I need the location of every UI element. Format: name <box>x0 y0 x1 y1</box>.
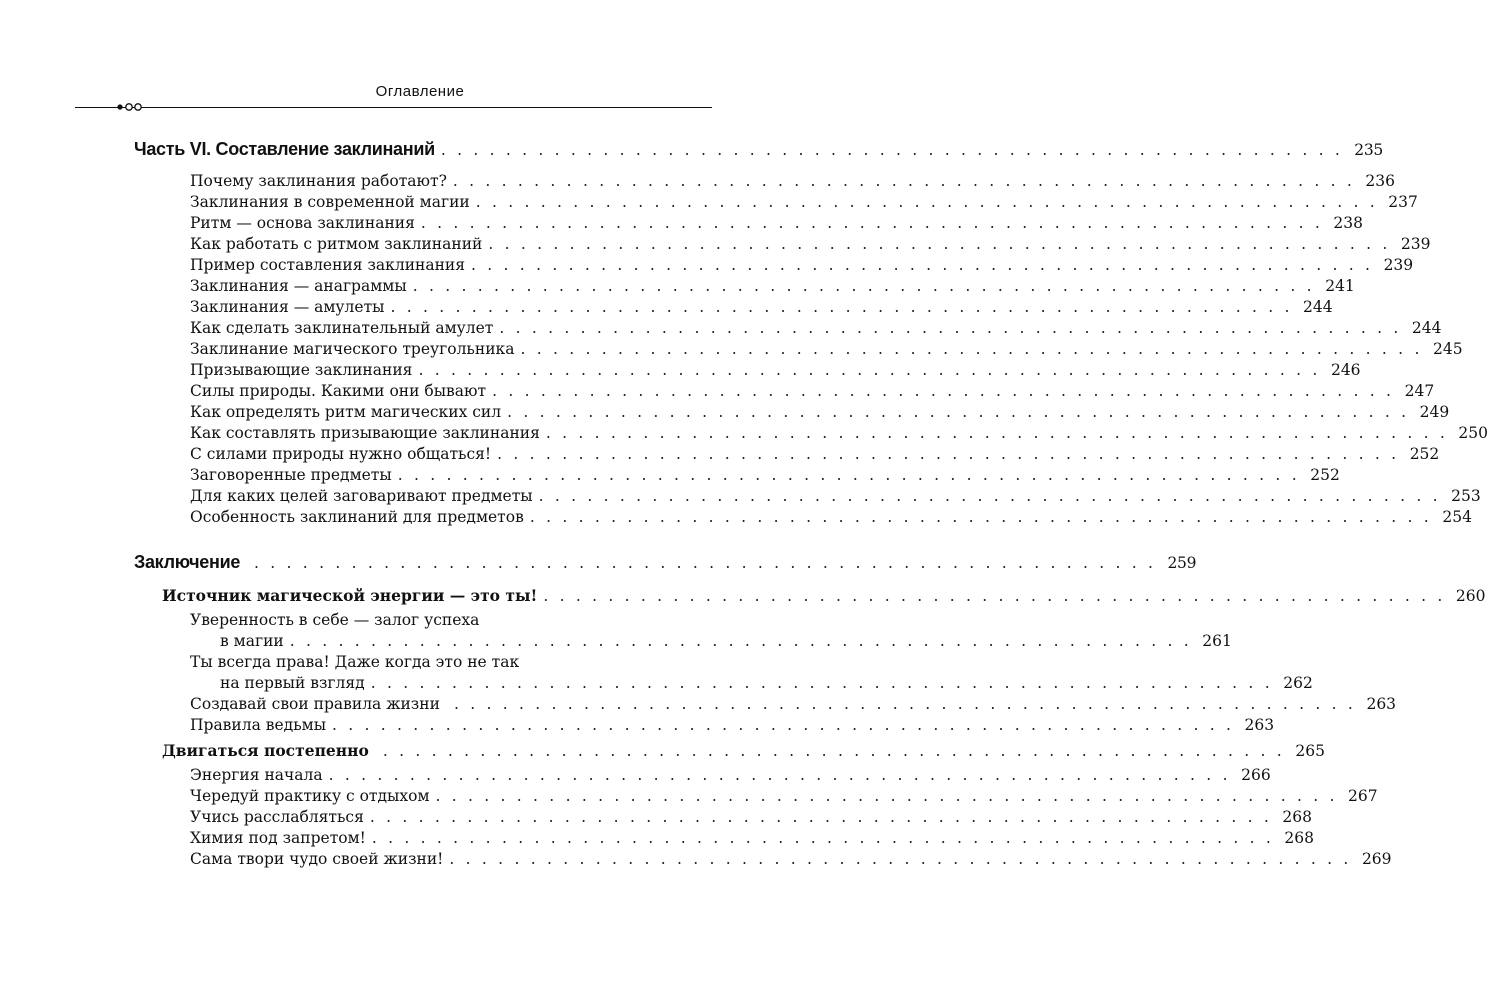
toc-item[interactable] <box>134 192 1418 213</box>
toc-item[interactable] <box>134 213 1363 234</box>
dot-leader: . . . . . . . . . . . . . . . . . . . . . . . . . . . . . . . . . . . . . . . . . . . . . . . . . . . . . . . . <box>369 808 1272 826</box>
toc-entry-title: Заклинание магического треугольника <box>190 340 515 358</box>
toc-entry-title: С силами природы нужно общаться! <box>190 445 492 463</box>
toc-item[interactable] <box>134 339 1463 360</box>
toc-chapter-move-gradually[interactable] <box>134 740 1325 761</box>
dot-leader: . . . . . . . . . . . . . . . . . . . . . . . . . . . . . . . . . . . . . . . . . . . . . . . . . . . . . . . . <box>397 466 1300 484</box>
toc-page-number: 235 <box>1354 141 1383 159</box>
toc-page-number: 247 <box>1404 382 1435 400</box>
toc-item[interactable] <box>134 849 1392 870</box>
toc-page-number: 252 <box>1409 445 1440 463</box>
toc-item-confidence[interactable] <box>134 631 1232 652</box>
toc-page-number: 249 <box>1419 403 1450 421</box>
toc-entry-title: Почему заклинания работают? <box>190 172 447 190</box>
part-6-entries <box>134 171 1488 528</box>
toc-item[interactable] <box>134 402 1450 423</box>
dot-leader: . . . . . . . . . . . . . . . . . . . . . . . . . . . . . . . . . . . . . . . . . . . . . . . . . . . . . . . . <box>452 172 1356 190</box>
toc-item[interactable] <box>134 828 1315 849</box>
header-rule <box>75 107 712 108</box>
dot-leader: . . . . . . . . . . . . . . . . . . . . . . . . . . . . . . . . . . . . . . . . . . . . . . . . . . . . . . . . <box>420 214 1323 232</box>
toc-entry-title: Правила ведьмы <box>190 716 327 734</box>
toc-entry-title: Двигаться постепенно <box>162 741 369 760</box>
dot-leader: . . . . . . . . . . . . . . . . . . . . . . . . . . . . . . . . . . . . . . . . . . . . . . . . . . . . . . . . <box>507 403 1410 421</box>
dot-leader: . . . . . . . . . . . . . . . . . . . . . . . . . . . . . . . . . . . . . . . . . . . . . . . . . . . . . . . . <box>488 235 1391 253</box>
toc-entry-title: Часть VI. Составление заклинаний <box>134 139 435 159</box>
toc-page-number: 260 <box>1455 587 1486 605</box>
dot-leader: . . . . . . . . . . . . . . . . . . . . . . . . . . . . . . . . . . . . . . . . . . . . . . . . . . . . . . . . <box>471 256 1374 274</box>
toc-page-number: 250 <box>1458 424 1488 442</box>
dot-leader: . . . . . . . . . . . . . . . . . . . . . . . . . . . . . . . . . . . . . . . . . . . . . . . . . . . . . . . . <box>435 787 1338 805</box>
dot-leader: . . . . . . . . . . . . . . . . . . . . . . . . . . . . . . . . . . . . . . . . . . . . . . . . . . . . . . . . <box>545 424 1449 442</box>
toc-entry-title: Пример составления заклинания <box>190 256 466 274</box>
toc-entry-title: Как составлять призывающие заклинания <box>190 424 540 442</box>
toc-item[interactable] <box>134 234 1431 255</box>
toc-entry-title: Чередуй практику с отдыхом <box>190 787 430 805</box>
toc-entry-title: Заклинания — амулеты <box>190 298 385 316</box>
toc-page-number: 252 <box>1310 466 1340 484</box>
toc-page-number: 259 <box>1167 554 1197 572</box>
toc-entry-title: Как определять ритм магических сил <box>190 403 502 421</box>
dot-leader: . . . . . . . . . . . . . . . . . . . . . . . . . . . . . . . . . . . . . . . . . . . . . . . . . . . . . . . . <box>289 632 1192 650</box>
dot-leader: . . . . . . . . . . . . . . . . . . . . . . . . . . . . . . . . . . . . . . . . . . . . . . . . . . . . . . . . <box>538 487 1441 505</box>
toc-entry-title: Для каких целей заговаривают предметы <box>190 487 533 505</box>
toc-page-number: 253 <box>1451 487 1481 505</box>
toc-page-number: 263 <box>1244 716 1275 734</box>
toc-chapter-energy-source[interactable] <box>134 585 1486 606</box>
toc-item[interactable] <box>134 297 1333 318</box>
toc-entry-title: Заговоренные предметы <box>190 466 392 484</box>
toc-page-number: 261 <box>1202 632 1232 650</box>
toc-item-confidence-line1[interactable]: Уверенность в себе — залог успеха <box>190 611 480 629</box>
toc-page-number: 245 <box>1432 340 1463 358</box>
toc-page-number: 263 <box>1366 695 1397 713</box>
dot-leader: . . . . . . . . . . . . . . . . . . . . . . . . . . . . . . . . . . . . . . . . . . . . . . . . . . . . . . . . <box>412 277 1315 295</box>
dot-leader: . . . . . . . . . . . . . . . . . . . . . . . . . . . . . . . . . . . . . . . . . . . . . . . . . . . . . . . . <box>497 445 1400 463</box>
dot-leader: . . . . . . . . . . . . . . . . . . . . . . . . . . . . . . . . . . . . . . . . . . . . . . . . . . . . . . . . <box>449 850 1352 868</box>
toc-item-always-right[interactable] <box>134 673 1313 694</box>
toc-item-always-right-line1[interactable]: Ты всегда права! Даже когда это не так <box>190 653 520 671</box>
toc-item[interactable] <box>134 171 1396 192</box>
toc-page-number: 268 <box>1282 808 1312 826</box>
toc-part-6[interactable] <box>134 136 1383 162</box>
toc-entry-title: Сама твори чудо своей жизни! <box>190 850 444 868</box>
rule-ornament-icon <box>116 101 152 113</box>
toc-entry-title: Ритм — основа заклинания <box>190 214 415 232</box>
toc-entry-title: Силы природы. Какими они бывают <box>190 382 487 400</box>
dot-leader: . . . . . . . . . . . . . . . . . . . . . . . . . . . . . . . . . . . . . . . . . . . . . . . . . . . . . . . . <box>254 554 1157 572</box>
toc-entry-title: Химия под запретом! <box>190 829 366 847</box>
toc-entry-title: Как сделать заклинательный амулет <box>190 319 494 337</box>
dot-leader: . . . . . . . . . . . . . . . . . . . . . . . . . . . . . . . . . . . . . . . . . . . . . . . . . . . . . . . . <box>382 742 1285 760</box>
toc-entry-title: Как работать с ритмом заклинаний <box>190 235 483 253</box>
dot-leader: . . . . . . . . . . . . . . . . . . . . . . . . . . . . . . . . . . . . . . . . . . . . . . . . . . . . . . . . <box>332 716 1235 734</box>
toc-page-number: 244 <box>1303 298 1333 316</box>
dot-leader: . . . . . . . . . . . . . . . . . . . . . . . . . . . . . . . . . . . . . . . . . . . . . . . . . . . . . . . . <box>492 382 1395 400</box>
toc-page-number: 267 <box>1348 787 1378 805</box>
running-head-title: Оглавление <box>375 83 465 100</box>
toc-item-witch-rules[interactable] <box>134 715 1275 736</box>
toc-conclusion[interactable] <box>134 549 1197 575</box>
toc-item[interactable] <box>134 486 1481 507</box>
toc-entry-title: Особенность заклинаний для предметов <box>190 508 524 526</box>
toc-entry-title: Заклинания в современной магии <box>190 193 470 211</box>
toc-page-number: 241 <box>1325 277 1355 295</box>
toc-item[interactable] <box>134 507 1472 528</box>
toc-item[interactable] <box>134 423 1488 444</box>
toc-page-number: 244 <box>1411 319 1442 337</box>
dot-leader: . . . . . . . . . . . . . . . . . . . . . . . . . . . . . . . . . . . . . . . . . . . . . . . . . . . . . . . . <box>370 674 1273 692</box>
toc-page-number: 262 <box>1283 674 1313 692</box>
toc-entry-title: Источник магической энергии — это ты! <box>162 586 538 605</box>
toc-item[interactable] <box>134 786 1378 807</box>
toc-page-number: 268 <box>1284 829 1315 847</box>
toc-page-number: 265 <box>1295 742 1325 760</box>
toc-item[interactable] <box>134 381 1435 402</box>
toc-item[interactable] <box>134 444 1440 465</box>
toc-page-number: 238 <box>1333 214 1363 232</box>
chapter-2-entries <box>134 765 1392 870</box>
toc-entry-title: на первый взгляд <box>220 674 365 692</box>
toc-item[interactable] <box>134 255 1414 276</box>
dot-leader: . . . . . . . . . . . . . . . . . . . . . . . . . . . . . . . . . . . . . . . . . . . . . . . . . . . . . . . . <box>529 508 1432 526</box>
toc-item[interactable] <box>134 807 1312 828</box>
toc-page-number: 239 <box>1400 235 1431 253</box>
toc-entry-title: Энергия начала <box>190 766 323 784</box>
toc-entry-title: Учись расслабляться <box>190 808 364 826</box>
table-of-contents <box>134 136 1488 870</box>
toc-entry-title: в магии <box>220 632 284 650</box>
toc-item[interactable] <box>134 465 1340 486</box>
toc-page-number: 236 <box>1365 172 1396 190</box>
toc-entry-title: Заключение <box>134 552 241 572</box>
toc-page-number: 266 <box>1241 766 1271 784</box>
dot-leader: . . . . . . . . . . . . . . . . . . . . . . . . . . . . . . . . . . . . . . . . . . . . . . . . . . . . . . . . <box>543 587 1446 605</box>
dot-leader: . . . . . . . . . . . . . . . . . . . . . . . . . . . . . . . . . . . . . . . . . . . . . . . . . . . . . . . . <box>453 695 1357 713</box>
dot-leader: . . . . . . . . . . . . . . . . . . . . . . . . . . . . . . . . . . . . . . . . . . . . . . . . . . . . . . . . <box>371 829 1275 847</box>
toc-page-number: 254 <box>1442 508 1472 526</box>
toc-entry-title: Призывающие заклинания <box>190 361 413 379</box>
dot-leader: . . . . . . . . . . . . . . . . . . . . . . . . . . . . . . . . . . . . . . . . . . . . . . . . . . . . . . . . <box>499 319 1402 337</box>
dot-leader: . . . . . . . . . . . . . . . . . . . . . . . . . . . . . . . . . . . . . . . . . . . . . . . . . . . . . . . . <box>475 193 1378 211</box>
toc-page-number: 237 <box>1388 193 1418 211</box>
toc-page-number: 239 <box>1383 256 1414 274</box>
toc-item-own-rules[interactable] <box>134 694 1397 715</box>
toc-page-number: 269 <box>1361 850 1392 868</box>
toc-item[interactable] <box>134 318 1442 339</box>
toc-entry-title: Создавай свои правила жизни <box>190 695 440 713</box>
toc-entry-title: Заклинания — анаграммы <box>190 277 407 295</box>
dot-leader: . . . . . . . . . . . . . . . . . . . . . . . . . . . . . . . . . . . . . . . . . . . . . . . . . . . . . . . . <box>418 361 1321 379</box>
dot-leader: . . . . . . . . . . . . . . . . . . . . . . . . . . . . . . . . . . . . . . . . . . . . . . . . . . . . . . . . <box>520 340 1423 358</box>
toc-item[interactable] <box>134 765 1271 786</box>
dot-leader: . . . . . . . . . . . . . . . . . . . . . . . . . . . . . . . . . . . . . . . . . . . . . . . . . . . . . . . . <box>390 298 1293 316</box>
dot-leader: . . . . . . . . . . . . . . . . . . . . . . . . . . . . . . . . . . . . . . . . . . . . . . . . . . . . . . . . <box>328 766 1231 784</box>
toc-item[interactable] <box>134 276 1355 297</box>
toc-page-number: 246 <box>1330 361 1361 379</box>
dot-leader: . . . . . . . . . . . . . . . . . . . . . . . . . . . . . . . . . . . . . . . . . . . . . . . . . . . . . . . . <box>440 141 1343 159</box>
toc-item[interactable] <box>134 360 1361 381</box>
